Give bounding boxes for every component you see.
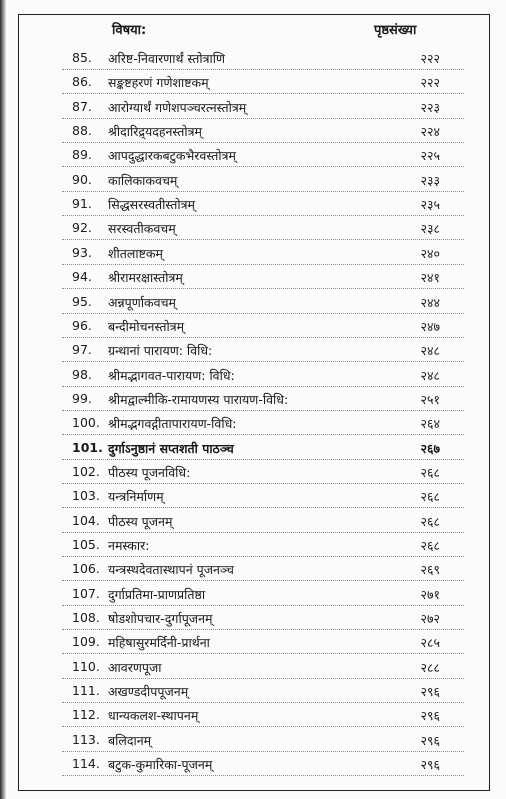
contents-entry [0, 363, 506, 387]
contents-entry [0, 484, 506, 508]
entry-number: 100. [72, 415, 100, 431]
contents-entry [0, 143, 506, 167]
entry-title: यन्त्रनिर्माणम् [108, 489, 164, 505]
entry-title: दुर्गाप्रतिमा-प्राणप्रतिष्ठा [108, 586, 206, 602]
entry-title: बटुक-कुमारिका-पूजनम् [108, 757, 213, 773]
entry-number: 99. [72, 390, 92, 406]
entry-page-number: २३३ [420, 172, 440, 188]
entry-number: 98. [72, 366, 92, 382]
entry-title: शीतलाष्टकम् [108, 245, 163, 261]
entry-title: बलिदानम् [108, 732, 152, 748]
entry-page-number: २४० [420, 245, 440, 261]
entry-page-number: २४७ [420, 318, 440, 334]
entry-title: दुर्गाऽनुष्ठानं सप्तशती पाठञ्च [108, 440, 234, 456]
entry-page-number: २६८ [420, 538, 440, 553]
entry-page-number: २५१ [420, 391, 440, 407]
entry-title: नमस्कार: [108, 538, 150, 553]
entry-title: सरस्वतीकवचम् [108, 221, 176, 237]
contents-entry [0, 557, 506, 581]
contents-entry [0, 70, 506, 94]
entry-page-number: २६८ [420, 513, 440, 529]
entry-number: 106. [72, 561, 100, 577]
entry-title: बन्दीमोचनस्तोत्रम् [108, 318, 185, 334]
entry-number: 86. [72, 74, 92, 90]
entry-title: अन्नपूर्णाकवचम् [108, 294, 177, 310]
entry-number: 85. [72, 50, 92, 65]
entry-page-number: २९६ [420, 757, 440, 773]
contents-entry [0, 436, 506, 460]
entry-page-number: २४८ [420, 367, 440, 383]
contents-entry [0, 703, 506, 727]
entry-page-number: २८८ [420, 659, 440, 675]
entry-number: 93. [72, 244, 92, 260]
entry-page-number: २४४ [420, 294, 440, 310]
entry-page-number: २३५ [420, 197, 440, 213]
entry-number: 95. [72, 293, 92, 309]
contents-entry [0, 582, 506, 606]
entry-number: 102. [72, 463, 100, 479]
entry-page-number: २२५ [420, 148, 440, 164]
entry-title: अरिष्ट-निवारणार्थं स्तोत्राणि [108, 51, 226, 66]
contents-entry [0, 752, 506, 776]
entry-title: अखण्डदीपपूजनम् [108, 684, 189, 700]
entry-number: 89. [72, 147, 92, 163]
entry-page-number: २७२ [420, 611, 440, 627]
contents-entry [0, 411, 506, 435]
entry-title: श्रीरामरक्षास्तोत्रम् [108, 270, 183, 286]
entry-title: यन्त्रस्थदेवतास्थापनं पूजनञ्च [108, 562, 234, 578]
entry-page-number: २२४ [420, 124, 440, 140]
entry-title: श्रीमद्वाल्मीकि-रामायणस्य पारायण-विधि: [108, 391, 289, 407]
entry-title: महिषासुरमर्दिनी-प्रार्थना [108, 635, 210, 651]
entry-title: सिद्धसरस्वतीस्तोत्रम् [108, 197, 196, 213]
entry-title: षोडशोपचार-दुर्गापूजनम् [108, 611, 213, 627]
entry-page-number: २९६ [420, 732, 440, 748]
entry-number: 88. [72, 123, 92, 139]
contents-entry [0, 46, 506, 70]
entry-number: 107. [72, 585, 100, 601]
entry-number: 101. [72, 439, 103, 455]
entry-page-number: २६९ [420, 562, 440, 578]
entry-number: 92. [72, 220, 92, 236]
entry-page-number: २६८ [420, 464, 440, 480]
contents-entry [0, 241, 506, 265]
entry-number: 90. [72, 171, 92, 187]
contents-entry [0, 679, 506, 703]
entry-number: 114. [72, 756, 100, 772]
dotted-leader-line [62, 775, 464, 776]
entry-number: 111. [72, 683, 100, 699]
entry-number: 87. [72, 98, 92, 114]
contents-entry [0, 265, 506, 289]
entry-title: श्रीमद्भागवत-पारायण: विधि: [108, 367, 235, 383]
entry-title: सङ्कष्टहरणं गणेशाष्टकम् [108, 75, 209, 91]
contents-entry [0, 387, 506, 411]
subject-column-heading: विषया: [112, 23, 147, 38]
entry-page-number: २७१ [420, 586, 440, 602]
entry-number: 96. [72, 317, 92, 333]
contents-entry [0, 630, 506, 654]
contents-entry [0, 119, 506, 143]
entry-page-number: २४१ [420, 270, 440, 286]
entry-number: 94. [72, 269, 92, 285]
entry-page-number: २४८ [420, 343, 440, 359]
entry-number: 103. [72, 488, 100, 504]
entry-title: आरोग्यार्थं गणेशपञ्चरत्नस्तोत्रम् [108, 99, 247, 115]
contents-entry [0, 606, 506, 630]
entry-page-number: २२२ [420, 51, 440, 66]
entry-number: 91. [72, 196, 92, 212]
entry-title: ग्रन्थानां पारायण: विधि: [108, 343, 213, 359]
contents-entry [0, 655, 506, 679]
entry-title: धान्यकलश-स्थापनम् [108, 708, 199, 724]
entry-number: 97. [72, 342, 92, 358]
contents-entry [0, 216, 506, 240]
entry-title: आवरणपूजा [108, 659, 162, 675]
entry-number: 104. [72, 512, 100, 528]
entry-page-number: २६७ [420, 440, 440, 456]
contents-entry [0, 533, 506, 557]
contents-header [0, 20, 506, 42]
entry-page-number: २९६ [420, 684, 440, 700]
entry-title: कालिकाकवचम् [108, 172, 178, 188]
entry-title: पीठस्य पूजनम् [108, 513, 173, 529]
entry-title: आपदुद्धारकबटुकभैरवस्तोत्रम् [108, 148, 236, 164]
entry-page-number: २८५ [420, 635, 440, 651]
entry-page-number: २२३ [420, 99, 440, 115]
contents-entry [0, 95, 506, 119]
entry-number: 105. [72, 537, 100, 552]
contents-entry [0, 168, 506, 192]
entry-title: श्रीमद्भगवद्गीतापारायण-विधि: [108, 416, 237, 432]
contents-entry [0, 509, 506, 533]
entry-page-number: २९६ [420, 708, 440, 724]
entry-page-number: २३८ [420, 221, 440, 237]
contents-entry [0, 338, 506, 362]
contents-entry [0, 290, 506, 314]
contents-entry [0, 314, 506, 338]
contents-entry [0, 192, 506, 216]
entry-page-number: २२२ [420, 75, 440, 91]
entry-number: 110. [72, 658, 100, 674]
entry-title: पीठस्य पूजनविधि: [108, 464, 191, 480]
entry-number: 108. [72, 610, 100, 626]
entry-number: 112. [72, 707, 100, 723]
contents-entry [0, 728, 506, 752]
entry-title: श्रीदारिद्र्यदहनस्तोत्रम् [108, 124, 203, 140]
entry-page-number: २६८ [420, 489, 440, 505]
entry-number: 109. [72, 634, 100, 650]
page-number-column-heading: पृष्ठसंख्या [374, 23, 417, 38]
entry-page-number: २६४ [420, 416, 440, 432]
contents-entry [0, 460, 506, 484]
entry-number: 113. [72, 731, 100, 747]
